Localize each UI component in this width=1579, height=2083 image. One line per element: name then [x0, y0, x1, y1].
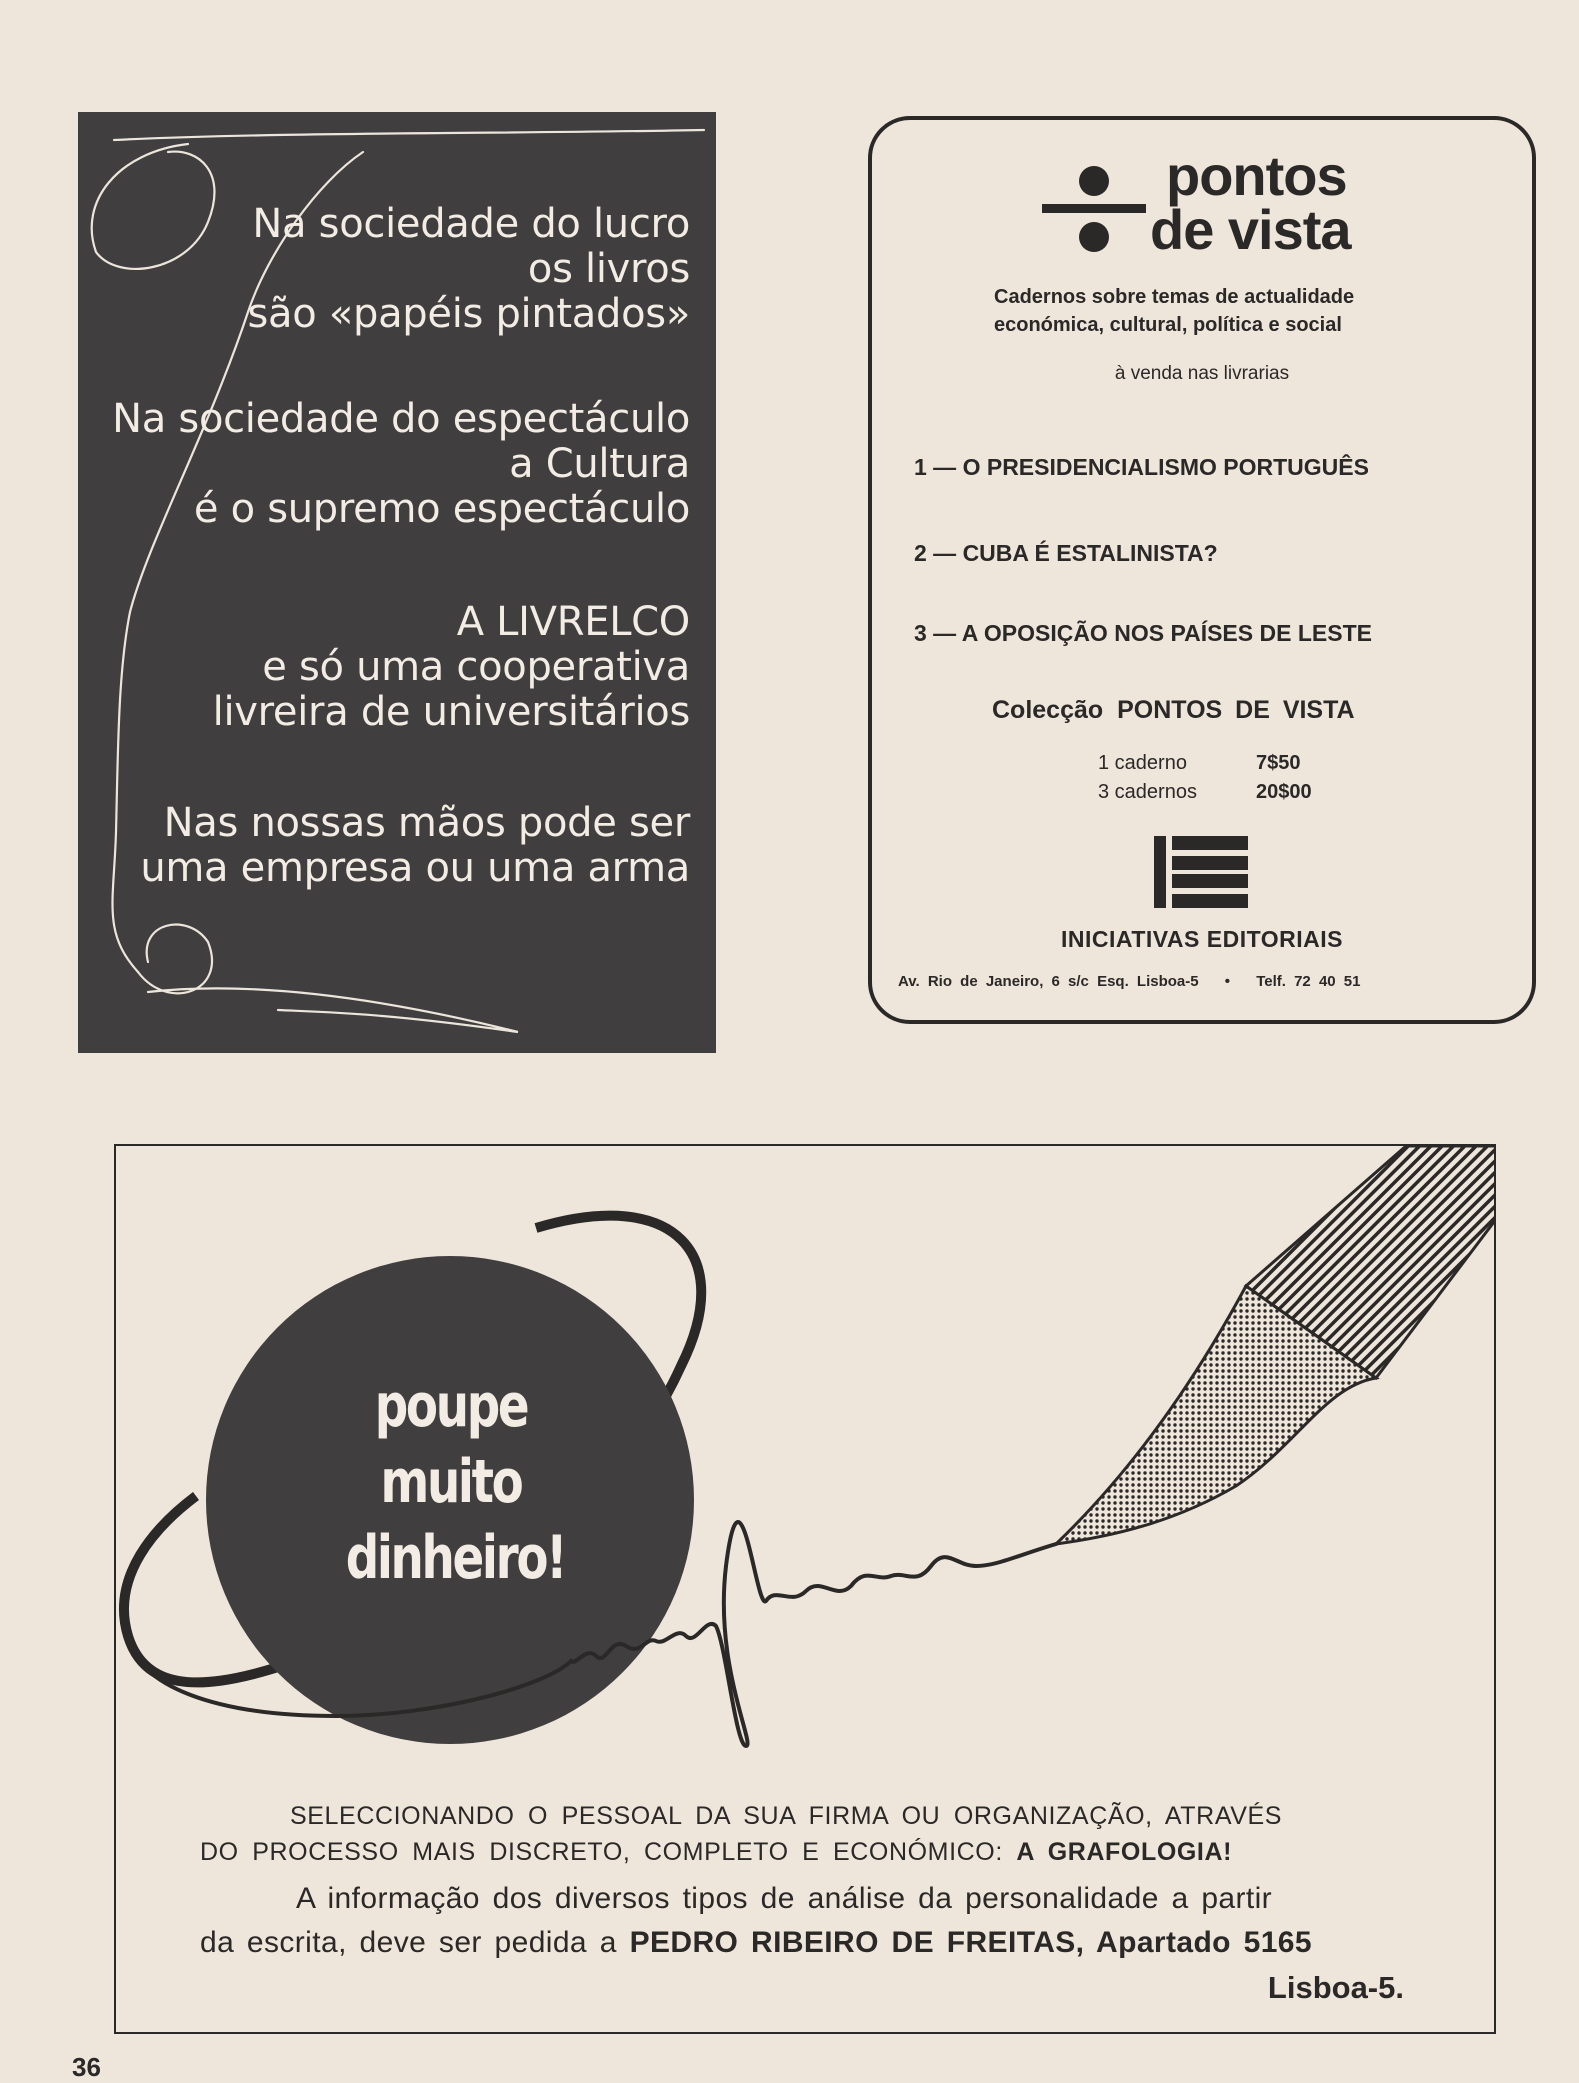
livrelco-line: Nas nossas mãos pode ser	[163, 800, 690, 846]
pdv-address: Av. Rio de Janeiro, 6 s/c Esq. Lisboa-5	[898, 973, 1199, 990]
grafologia-line	[200, 1838, 1232, 1867]
pdv-title-line2: de vista	[1150, 198, 1351, 261]
savings-slogan	[345, 1368, 566, 1596]
publisher-logo-icon	[1154, 836, 1248, 908]
pdv-phone: Telf. 72 40 51	[1256, 973, 1361, 990]
grafologia-advert	[114, 1144, 1496, 2034]
grafologia-line2-prefix: DO PROCESSO MAIS DISCRETO, COMPLETO E ECONÓMICO:	[200, 1838, 1003, 1866]
pdv-collection-prefix: Colecção	[992, 696, 1104, 724]
grafologia-contact: PEDRO RIBEIRO DE FREITAS, Apartado 5165	[629, 1926, 1312, 1959]
bullet-separator: •	[1224, 973, 1231, 990]
pdv-price-value: 20$00	[1256, 781, 1312, 803]
pdv-price-value: 7$50	[1256, 752, 1301, 774]
pdv-title-item: 2 — CUBA É ESTALINISTA?	[914, 540, 1218, 566]
livrelco-line: são «papéis pintados»	[247, 291, 690, 337]
livrelco-line: livreira de universitários	[212, 689, 690, 735]
grafologia-line: SELECCIONANDO O PESSOAL DA SUA FIRMA OU ORGANIZAÇÃO, ATRAVÉS	[290, 1802, 1283, 1830]
pdv-subtitle: económica, cultural, política e social	[994, 314, 1342, 336]
slogan-line: dinheiro!	[345, 1523, 566, 1593]
pdv-collection	[992, 696, 1355, 725]
page-number: 36	[72, 2052, 101, 2082]
livrelco-line: a Cultura	[509, 441, 690, 487]
pdv-subtitle: Cadernos sobre temas de actualidade	[994, 286, 1355, 308]
grafologia-line2-emphasis: A GRAFOLOGIA!	[1016, 1838, 1233, 1866]
livrelco-line: uma empresa ou uma arma	[140, 845, 690, 891]
pdv-availability: à venda nas livrarias	[1114, 363, 1290, 384]
livrelco-line: os livros	[527, 246, 690, 292]
slogan-line: poupe	[374, 1371, 528, 1441]
grafologia-city: Lisboa-5.	[1267, 1970, 1404, 2005]
livrelco-line: Na sociedade do lucro	[252, 201, 690, 247]
livrelco-line: Na sociedade do espectáculo	[112, 396, 690, 442]
livrelco-line: e só uma cooperativa	[262, 644, 690, 690]
grafologia-line: A informação dos diversos tipos de análise da personalidade a partir	[296, 1882, 1273, 1915]
pdv-title-item: 1 — O PRESIDENCIALISMO PORTUGUÊS	[914, 454, 1369, 480]
grafologia-line	[200, 1926, 1312, 1960]
pdv-collection-name: PONTOS DE VISTA	[1117, 696, 1355, 724]
pontos-de-vista-advert	[868, 116, 1536, 1024]
pdv-price-label: 3 cadernos	[1098, 781, 1197, 803]
livrelco-line: é o supremo espectáculo	[193, 486, 690, 532]
pdv-contact	[898, 973, 1360, 990]
pdv-publisher: INICIATIVAS EDITORIAIS	[1061, 926, 1343, 952]
grafologia-line4-prefix: da escrita, deve ser pedida a	[200, 1926, 617, 1959]
pdv-title-line1: pontos	[1166, 144, 1347, 207]
livrelco-advert	[78, 112, 716, 1053]
livrelco-line: A LIVRELCO	[456, 599, 690, 645]
division-sign-icon	[1042, 164, 1146, 256]
slogan-line: muito	[380, 1447, 522, 1517]
pdv-title-item: 3 — A OPOSIÇÃO NOS PAÍSES DE LESTE	[914, 620, 1372, 646]
pdv-price-label: 1 caderno	[1098, 752, 1187, 774]
